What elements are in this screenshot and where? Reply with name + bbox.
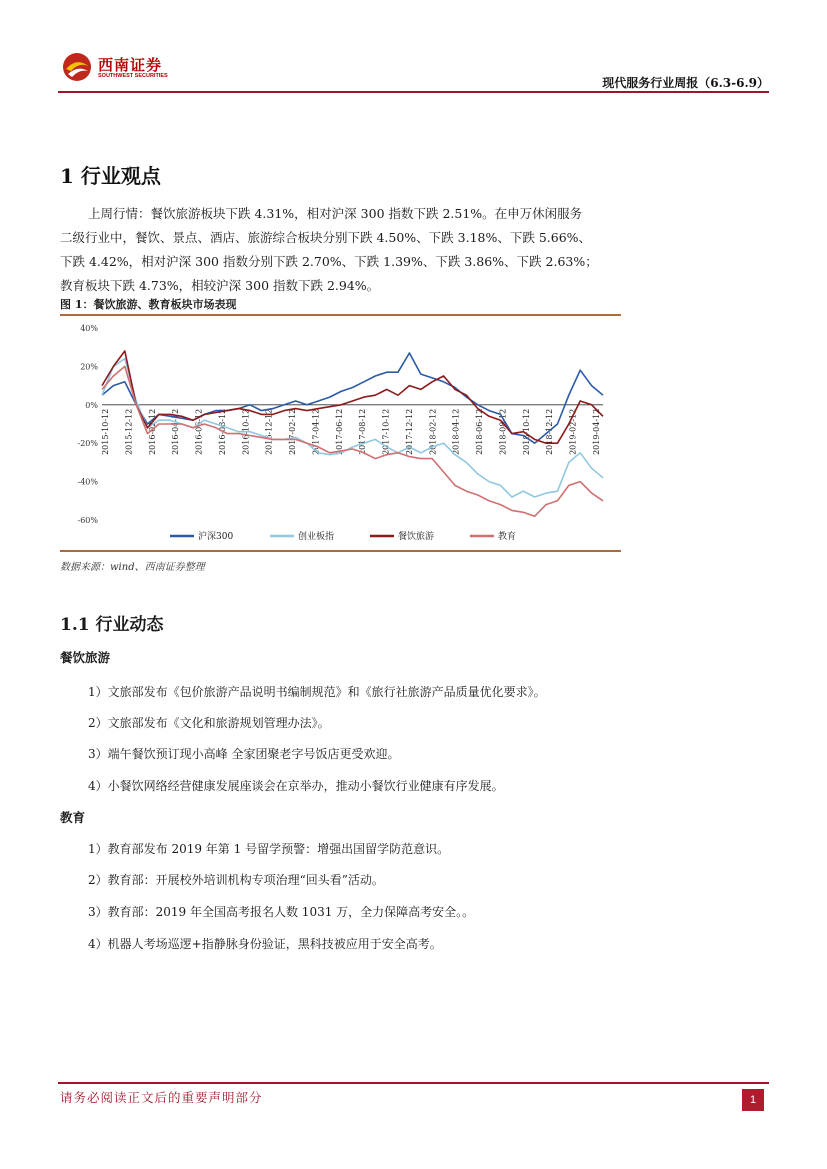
legend-label: 教育 xyxy=(498,532,517,542)
intro-line: 教育板块下跌 4.73%，相较沪深 300 指数下跌 2.94%。 xyxy=(60,278,380,293)
x-tick-label: 2018-02-12 xyxy=(428,408,438,455)
figure-top-rule xyxy=(60,314,621,316)
logo-english-name: SOUTHWEST SECURITIES xyxy=(98,73,168,79)
x-tick-label: 2018-12-12 xyxy=(545,408,555,455)
legend-label: 创业板指 xyxy=(298,532,335,542)
x-tick-label: 2017-12-12 xyxy=(404,408,414,455)
figure-bottom-rule xyxy=(60,550,621,552)
y-tick-label: 40% xyxy=(80,324,98,333)
report-title: 现代服务行业周报（6.3-6.9） xyxy=(602,76,769,90)
page-number: 1 xyxy=(742,1089,764,1111)
x-tick-label: 2015-10-12 xyxy=(101,408,110,455)
chart-axes xyxy=(78,324,603,525)
y-tick-label: -60% xyxy=(77,516,98,525)
intro-paragraph xyxy=(60,202,630,298)
x-tick-label: 2016-12-12 xyxy=(264,408,274,455)
figure-title: 图 1：餐饮旅游、教育板块市场表现 xyxy=(60,298,237,311)
x-tick-label: 2018-08-12 xyxy=(498,408,508,455)
y-tick-label: -40% xyxy=(77,477,98,487)
company-logo xyxy=(62,52,172,82)
figure-source: 数据来源：wind、西南证券整理 xyxy=(60,562,205,573)
intro-line: 上周行情：餐饮旅游板块下跌 4.31%，相对沪深 300 指数下跌 2.51%。在申万休闲服务 xyxy=(88,206,583,221)
disclaimer-note: 请务必阅读正文后的重要声明部分 xyxy=(60,1090,263,1105)
y-tick-label: -20% xyxy=(77,439,98,449)
x-tick-label: 2017-02-12 xyxy=(288,408,298,455)
x-tick-label: 2015-12-12 xyxy=(124,408,134,455)
x-tick-label: 2017-10-12 xyxy=(381,408,391,455)
market-performance-chart xyxy=(60,318,621,548)
news-item: 2）教育部：开展校外培训机构专项治理“回头看”活动。 xyxy=(88,873,384,887)
x-tick-label: 2016-10-12 xyxy=(241,408,251,455)
intro-line: 下跌 4.42%，相对沪深 300 指数分别下跌 2.70%、下跌 1.39%、下跌 3.86%、下跌 2.63%； xyxy=(60,254,598,269)
header-divider xyxy=(58,91,769,93)
news-item: 2）文旅部发布《文化和旅游规划管理办法》。 xyxy=(88,716,330,730)
logo-emblem-icon xyxy=(62,52,92,82)
news-item: 4）小餐饮网络经营健康发展座谈会在京举办，推动小餐饮行业健康有序发展。 xyxy=(88,779,504,793)
x-tick-label: 2016-08-12 xyxy=(217,408,227,455)
x-tick-label: 2017-06-12 xyxy=(334,408,344,455)
legend-label: 餐饮旅游 xyxy=(398,532,435,542)
news-item: 3）教育部：2019 年全国高考报名人数 1031 万，全力保障高考安全。。 xyxy=(88,905,475,919)
x-tick-label: 2017-08-12 xyxy=(358,408,368,455)
x-tick-label: 2017-04-12 xyxy=(311,408,321,455)
x-tick-label: 2018-06-12 xyxy=(475,408,485,455)
footer-divider xyxy=(58,1082,769,1084)
x-tick-label: 2019-04-12 xyxy=(592,408,601,455)
chart-legend xyxy=(170,530,516,542)
news-item: 1）文旅部发布《包价旅游产品说明书编制规范》和《旅行社旅游产品质量优化要求》。 xyxy=(88,685,546,699)
legend-label: 沪深300 xyxy=(198,532,234,542)
x-tick-label: 2018-10-12 xyxy=(521,408,531,455)
x-tick-label: 2016-06-12 xyxy=(194,408,204,455)
news-item: 4）机器人考场巡逻+指静脉身份验证，黑科技被应用于安全高考。 xyxy=(88,937,442,951)
logo-chinese-name: 西南证券 xyxy=(98,56,163,74)
intro-line: 二级行业中，餐饮、景点、酒店、旅游综合板块分别下跌 4.50%、下跌 3.18%、下跌 5.66%、 xyxy=(60,230,592,245)
x-tick-label: 2016-04-12 xyxy=(171,408,181,455)
y-tick-label: 20% xyxy=(80,362,98,372)
x-tick-label: 2018-04-12 xyxy=(451,408,461,455)
subsection-title: 1.1 行业动态 xyxy=(60,615,164,635)
x-tick-label: 2019-02-12 xyxy=(568,408,578,455)
y-tick-label: 0% xyxy=(85,400,98,410)
section-title: 1 行业观点 xyxy=(60,164,161,188)
category-heading-catering-tourism: 餐饮旅游 xyxy=(60,650,111,665)
category-heading-education: 教育 xyxy=(60,810,86,825)
news-item: 3）端午餐饮预订现小高峰 全家团聚老字号饭店更受欢迎。 xyxy=(88,747,400,761)
news-item: 1）教育部发布 2019 年第 1 号留学预警：增强出国留学防范意识。 xyxy=(88,842,450,856)
x-tick-label: 2016-02-12 xyxy=(147,408,157,455)
